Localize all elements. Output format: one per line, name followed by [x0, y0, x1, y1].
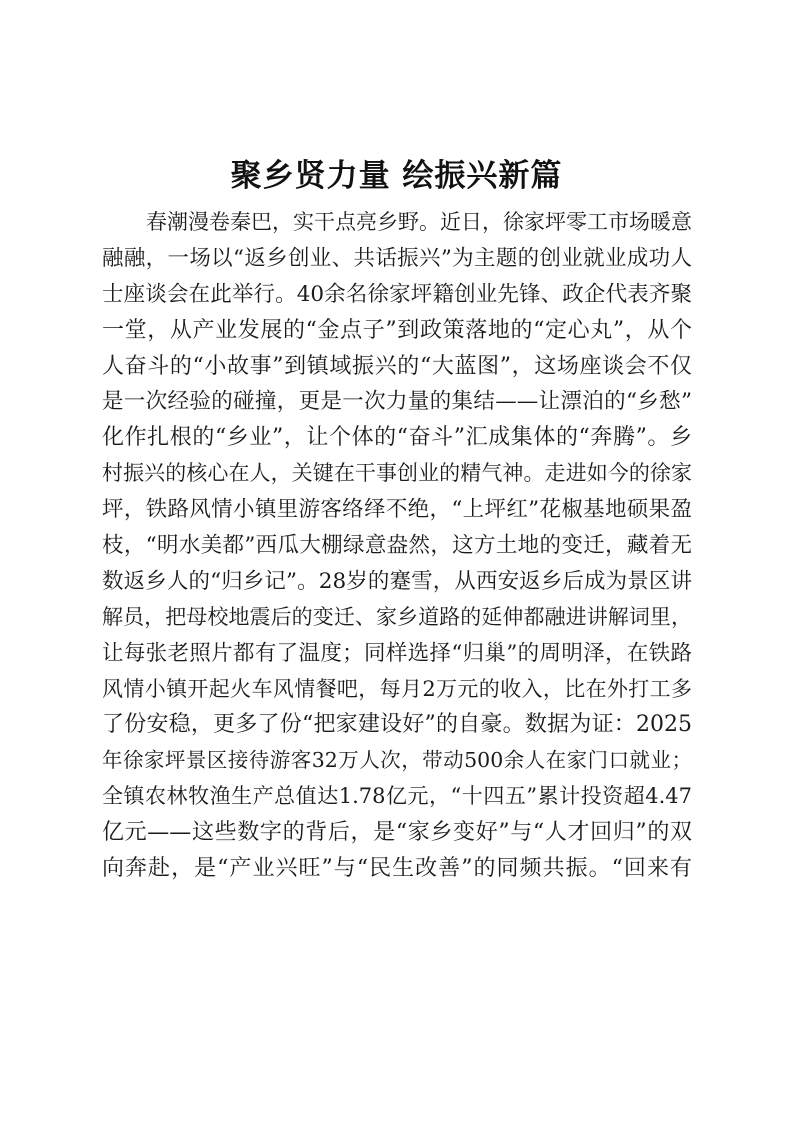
body-line: 风情小镇开起火车风情餐吧，每月2万元的收入，比在外打工多 [102, 676, 692, 701]
body-line: 融融，一场以“返乡创业、共话振兴”为主题的创业就业成功人 [102, 245, 692, 271]
body-line: 人奋斗的“小故事”到镇域振兴的“大蓝图”，这场座谈会不仅 [102, 353, 692, 379]
body-line: 枝，“明水美都”西瓜大棚绿意盎然，这方土地的变迁，藏着无 [102, 533, 692, 559]
body-line: 全镇农林牧渔生产总值达1.78亿元，“十四五”累计投资超4.47 [102, 784, 692, 809]
body-line: 一堂，从产业发展的“金点子”到政策落地的“定心丸”，从个 [102, 317, 692, 343]
body-line: 了份安稳，更多了份“把家建设好”的自豪。数据为证：2025 [102, 712, 692, 738]
article-body [102, 205, 692, 887]
body-line: 数返乡人的“归乡记”。28岁的蹇雪，从西安返乡后成为景区讲 [102, 568, 692, 594]
body-line: 春潮漫卷秦巴，实干点亮乡野。近日，徐家坪零工市场暖意 [146, 210, 692, 234]
body-line: 年徐家坪景区接待游客32万人次，带动500余人在家门口就业； [102, 748, 692, 773]
body-line: 亿元——这些数字的背后，是“家乡变好”与“人才回归”的双 [102, 820, 692, 846]
body-line: 坪，铁路风情小镇里游客络绎不绝，“上坪红”花椒基地硕果盈 [102, 497, 692, 523]
body-line: 解员，把母校地震后的变迁、家乡道路的延伸都融进讲解词里， [102, 604, 692, 629]
body-line: 村振兴的核心在人，关键在干事创业的精气神。走进如今的徐家 [102, 461, 692, 486]
body-line: 让每张老照片都有了温度；同样选择“归巢”的周明泽，在铁路 [102, 640, 692, 666]
article-title: 聚乡贤力量 绘振兴新篇 [230, 158, 563, 194]
body-line: 化作扎根的“乡业”，让个体的“奋斗”汇成集体的“奔腾”。乡 [102, 425, 692, 451]
body-line: 向奔赴，是“产业兴旺”与“民生改善”的同频共振。“回来有 [102, 856, 692, 882]
body-line: 是一次经验的碰撞，更是一次力量的集结——让漂泊的“乡愁” [102, 389, 692, 415]
body-line: 士座谈会在此举行。40余名徐家坪籍创业先锋、政企代表齐聚 [102, 281, 692, 307]
